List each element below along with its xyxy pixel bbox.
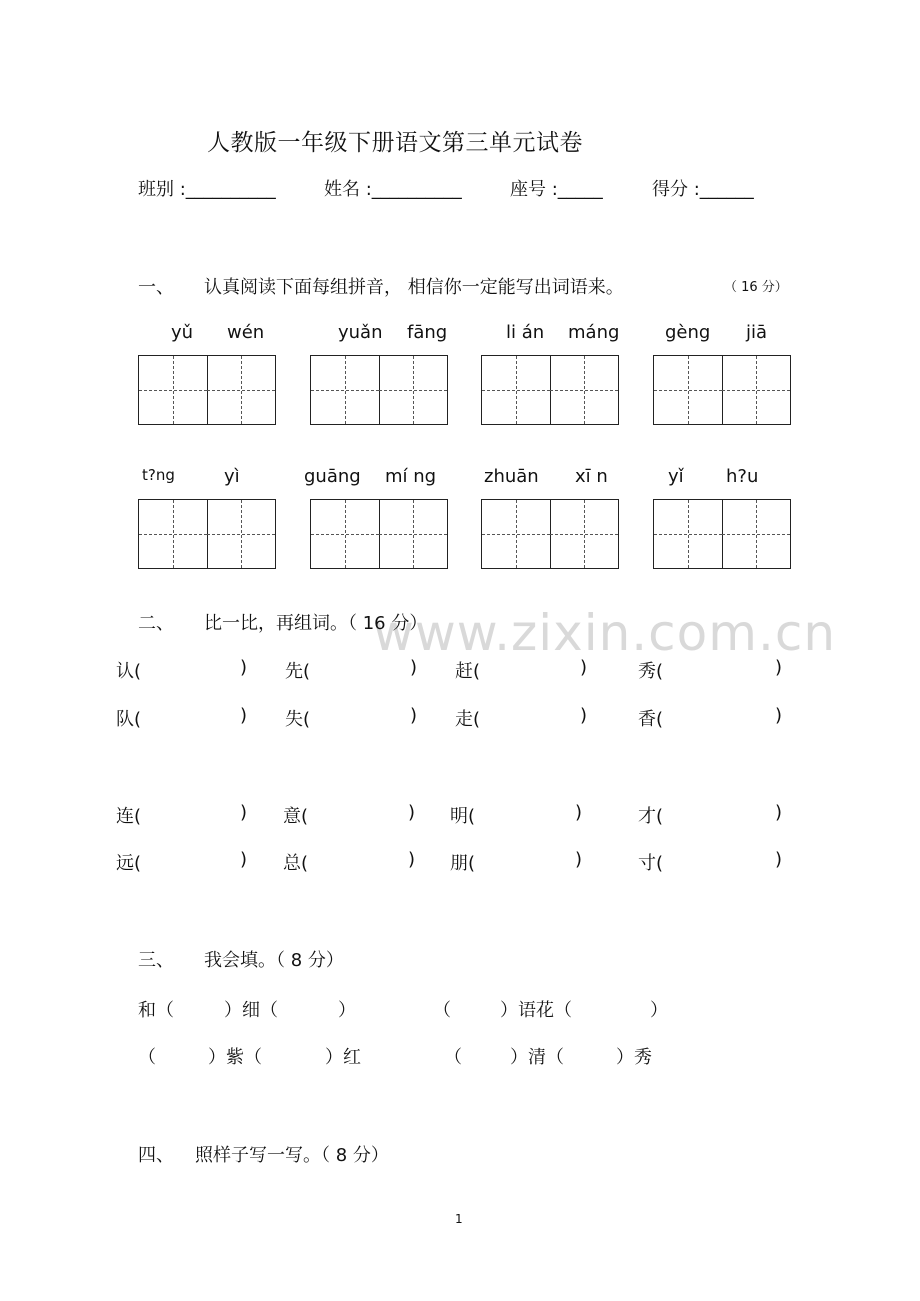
section2-number: 二、 xyxy=(138,613,174,634)
pinyin: wén xyxy=(227,322,265,343)
pinyin: yǐ xyxy=(668,466,684,487)
page-number: 1 xyxy=(455,1212,463,1226)
compare-char: 意( xyxy=(283,806,309,827)
section4-instruction: 照样子写一写。（ 8 分） xyxy=(195,1145,389,1166)
fill-part: ）紫（ xyxy=(208,1047,262,1068)
fill-part: ）语花（ xyxy=(500,1000,572,1021)
fill-part: （ xyxy=(138,1047,156,1068)
pinyin: t?ng xyxy=(142,466,175,484)
pinyin: yuǎn xyxy=(338,322,383,343)
compare-char: 赶( xyxy=(455,661,481,682)
pinyin: jiā xyxy=(746,322,768,343)
pinyin: mí ng xyxy=(385,466,437,487)
compare-char: 总( xyxy=(283,853,309,874)
blank-close: ) xyxy=(408,802,416,823)
compare-char: 走( xyxy=(455,709,481,730)
pinyin: zhuān xyxy=(484,466,539,487)
score-field: 得分 :______ xyxy=(652,179,754,200)
pinyin: gèng xyxy=(665,322,711,343)
fill-part: （ xyxy=(433,1000,451,1021)
fill-part: ）细（ xyxy=(224,1000,278,1021)
blank-close: ) xyxy=(775,705,783,726)
compare-char: 远( xyxy=(116,853,142,874)
pinyin: xī n xyxy=(575,466,608,487)
blank-close: ) xyxy=(580,705,588,726)
section3-instruction: 我会填。（ 8 分） xyxy=(204,950,344,971)
compare-char: 认( xyxy=(116,661,142,682)
section1-number: 一、 xyxy=(138,277,174,298)
pinyin: h?u xyxy=(726,466,759,487)
compare-char: 香( xyxy=(638,709,664,730)
writing-grid[interactable] xyxy=(310,499,448,569)
blank-close: ) xyxy=(775,802,783,823)
fill-part: ）红 xyxy=(325,1047,361,1068)
pinyin: fāng xyxy=(407,322,448,343)
blank-close: ) xyxy=(580,657,588,678)
writing-grid[interactable] xyxy=(481,499,619,569)
pinyin: yǔ xyxy=(171,322,194,343)
compare-char: 朋( xyxy=(450,853,476,874)
fill-part: （ xyxy=(444,1047,462,1068)
compare-char: 才( xyxy=(638,806,664,827)
writing-grid[interactable] xyxy=(310,355,448,425)
pinyin: yì xyxy=(224,466,240,487)
section4-number: 四、 xyxy=(138,1145,174,1166)
writing-grid[interactable] xyxy=(138,355,276,425)
fill-part: 和（ xyxy=(138,1000,174,1021)
blank-close: ) xyxy=(410,657,418,678)
pinyin: máng xyxy=(568,322,620,343)
fill-part: ） xyxy=(338,1000,356,1021)
section1-instruction: 认真阅读下面每组拼音， 相信你一定能写出词语来。 xyxy=(204,277,624,298)
compare-char: 寸( xyxy=(638,853,664,874)
class-field: 班别 :__________ xyxy=(138,179,276,200)
writing-grid[interactable] xyxy=(138,499,276,569)
pinyin: guāng xyxy=(304,466,361,487)
compare-char: 连( xyxy=(116,806,142,827)
blank-close: ) xyxy=(408,849,416,870)
fill-part: ）清（ xyxy=(510,1047,564,1068)
fill-part: ）秀 xyxy=(616,1047,652,1068)
compare-char: 先( xyxy=(285,661,311,682)
blank-close: ) xyxy=(775,657,783,678)
compare-char: 明( xyxy=(450,806,476,827)
compare-char: 队( xyxy=(116,709,142,730)
writing-grid[interactable] xyxy=(653,355,791,425)
name-field: 姓名 :__________ xyxy=(324,179,462,200)
blank-close: ) xyxy=(240,705,248,726)
blank-close: ) xyxy=(775,849,783,870)
blank-close: ) xyxy=(240,657,248,678)
blank-close: ) xyxy=(240,849,248,870)
watermark: www.zixin.com.cn xyxy=(373,604,837,662)
compare-char: 秀( xyxy=(638,661,664,682)
blank-close: ) xyxy=(410,705,418,726)
seat-field: 座号 :_____ xyxy=(510,179,603,200)
section1-score: （ 16 分） xyxy=(724,280,788,295)
blank-close: ) xyxy=(575,849,583,870)
writing-grid[interactable] xyxy=(653,499,791,569)
section3-number: 三、 xyxy=(138,950,174,971)
section2-instruction: 比一比，再组词。（ 16 分） xyxy=(204,613,428,634)
compare-char: 失( xyxy=(285,709,311,730)
pinyin: li án xyxy=(506,322,545,343)
page-title: 人教版一年级下册语文第三单元试卷 xyxy=(207,130,583,156)
blank-close: ) xyxy=(575,802,583,823)
fill-part: ） xyxy=(650,1000,668,1021)
blank-close: ) xyxy=(240,802,248,823)
writing-grid[interactable] xyxy=(481,355,619,425)
